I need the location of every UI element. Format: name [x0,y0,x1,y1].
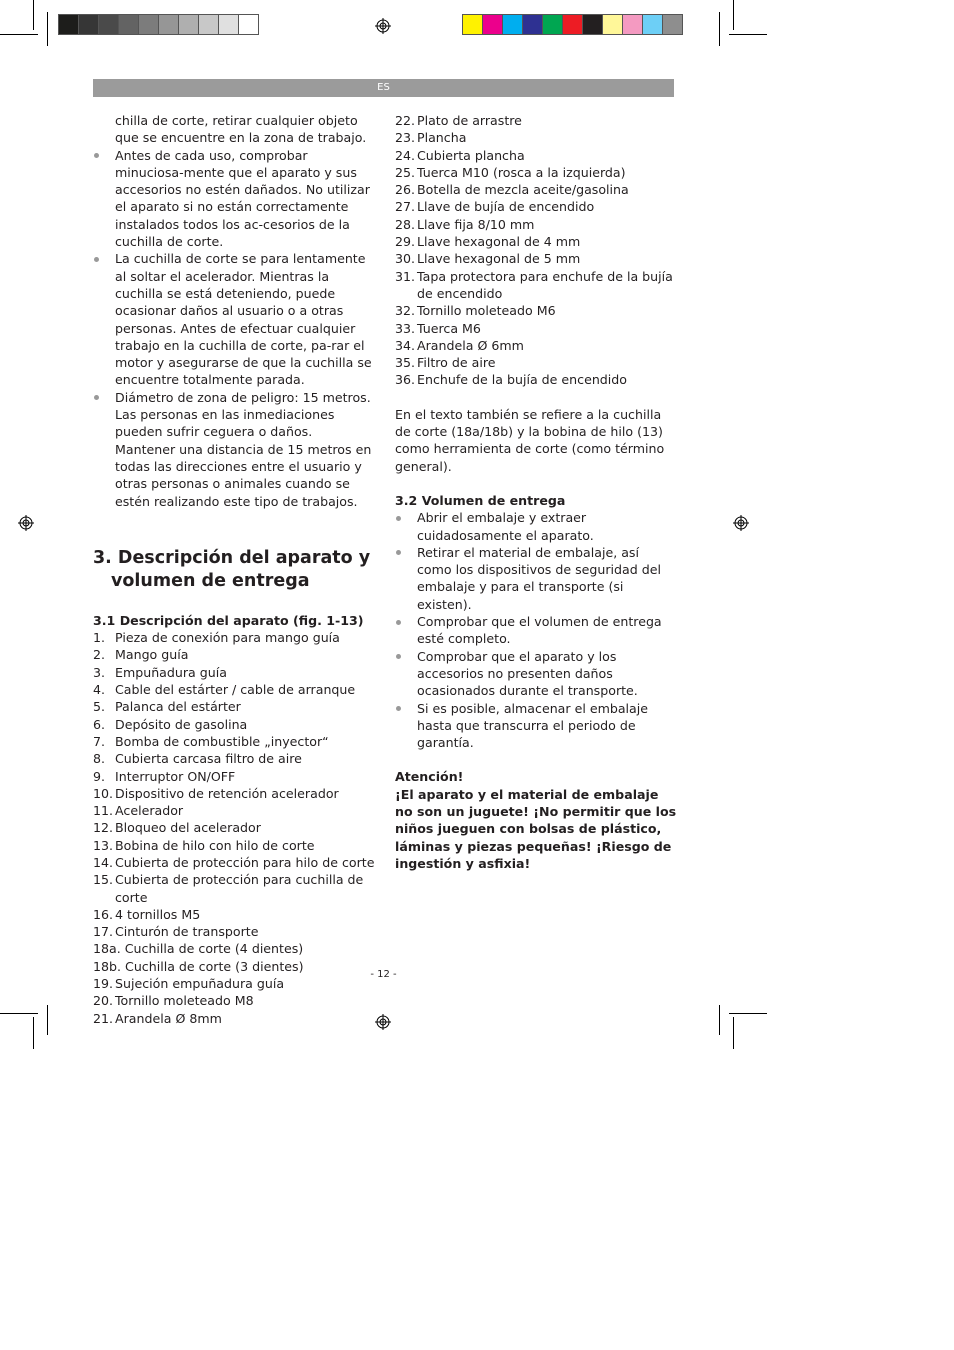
safety-bullet-list [93,112,375,510]
item-number: 30. [395,251,416,267]
list-item: Retirar el material de embalaje, así como los dispositivos de seguridad del embalaje y para el transporte (si existen). [395,544,677,613]
list-item: Comprobar que el aparato y los accesorios no presenten daños ocasionados durante el transporte. [395,648,677,700]
warning-text: ¡El aparato y el material de embalaje no son un juguete! ¡No permitir que los niños jueguen con bolsas de plástico, láminas y piezas pequeñas! ¡Riesgo de ingestión y asfixia! [395,786,677,871]
color-swatch [178,14,199,35]
item-number: 8. [93,751,106,767]
list-item: Abrir el embalaje y extraer cuidadosamente el aparato. [395,509,677,544]
item-number: 4. [93,682,106,698]
crop-mark [719,1005,720,1035]
list-item [395,164,677,181]
list-item [395,268,677,303]
cutting-tool-note: En el texto también se refiere a la cuchilla de corte (18a/18b) y la bobina de hilo (13) como herramienta de corte (como término general). [395,406,665,474]
grayscale-color-bar [58,14,258,36]
item-text: Bomba de combustible „inyector“ [115,733,329,749]
list-item [93,716,375,733]
item-number: 34. [395,337,416,353]
item-text: Plato de arrastre [417,113,522,128]
item-number: 35. [395,355,416,371]
item-text: Cubierta de protección para hilo de corte [115,854,375,870]
item-text: Pieza de conexión para mango guía [115,630,340,646]
item-text: Depósito de gasolina [115,716,248,732]
list-item [395,233,677,250]
list-item [93,664,375,681]
registration-mark-icon [733,515,749,531]
list-item [395,302,677,319]
item-number: 15. [93,872,114,888]
crop-mark [733,1017,734,1049]
item-number: 22. [395,113,416,128]
item-number: 7. [93,733,106,749]
item-text: Palanca del estárter [115,699,241,715]
list-item [93,629,375,646]
color-swatch [218,14,239,35]
item-text: Cuchilla de corte (4 dientes) [124,941,304,957]
item-text: Cuchilla de corte (3 dientes) [125,958,304,974]
list-item [395,250,677,267]
item-text: Llave fija 8/10 mm [417,216,535,232]
language-header: ES [93,79,674,97]
right-column [395,112,677,872]
crop-mark [733,0,734,30]
item-text: Llave hexagonal de 4 mm [417,234,581,250]
color-swatch [562,14,583,35]
list-item [93,646,375,663]
item-number: 25. [395,164,416,180]
item-number: 11. [93,803,114,819]
color-swatch [198,14,219,35]
list-item: La cuchilla de corte se para lentamente al soltar el acelerador. Mientras la cuchilla se está deteniendo, puede ocasionar daños al usuario o a otras personas. Antes de efectuar cualquier trabajo en la cuchilla de corte, pa-rar el motor y asegurarse de que la cuchilla se encuentre totalmente parada. [93,250,375,388]
item-number: 16. [93,906,114,922]
item-number: 3. [93,664,106,680]
color-swatch [58,14,79,35]
color-swatch [502,14,523,35]
crop-mark [33,1017,34,1049]
item-text: Cubierta carcasa filtro de aire [115,751,302,767]
item-text: Tornillo moleteado M8 [115,993,254,1009]
item-text: Botella de mezcla aceite/gasolina [417,182,629,198]
color-swatch [158,14,179,35]
item-text: Llave hexagonal de 5 mm [417,251,581,267]
list-item [93,802,375,819]
color-swatch [98,14,119,35]
item-number: 36. [395,372,416,388]
item-number: 19. [93,976,114,992]
item-text: Tornillo moleteado M6 [417,303,556,319]
item-number: 6. [93,716,106,732]
list-item: chilla de corte, retirar cualquier objeto que se encuentre en la zona de trabajo. [115,113,367,146]
item-text: Cable del estárter / cable de arranque [115,682,356,698]
registration-mark-icon [375,1014,391,1030]
list-item [93,992,375,1009]
page-number: - 12 - [370,969,397,980]
list-item [93,854,375,871]
item-number: 18b. [93,958,122,974]
item-number: 31. [395,268,416,284]
item-text: Arandela Ø 8mm [115,1010,222,1026]
process-color-bar [462,14,682,36]
section-title: 3. Descripción del aparato y volumen de entrega [93,547,371,591]
color-swatch [662,14,683,35]
item-text: 4 tornillos M5 [115,906,201,922]
list-item [93,785,375,802]
item-text: Tapa protectora para enchufe de la bujía de encendido [417,268,673,301]
subsection-title: 3.1 Descripción del aparato (fig. 1-13) [93,612,364,628]
list-item [395,181,677,198]
color-swatch [542,14,563,35]
color-swatch [622,14,643,35]
item-text: Enchufe de la bujía de encendido [417,372,627,388]
item-text: Dispositivo de retención acelerador [115,785,339,801]
list-item [93,837,375,854]
list-item [395,129,677,146]
item-number: 23. [395,130,416,146]
item-number: 20. [93,993,114,1009]
crop-mark [47,12,48,46]
item-text: Cubierta de protección para cuchilla de corte [115,872,364,905]
list-item [395,354,677,371]
item-text: Filtro de aire [417,355,496,371]
item-number: 2. [93,647,106,663]
list-item [93,940,375,957]
item-text: Arandela Ø 6mm [417,337,524,353]
list-item [93,750,375,767]
color-swatch [482,14,503,35]
color-swatch [522,14,543,35]
item-number: 24. [395,147,416,163]
item-number: 5. [93,699,106,715]
list-item [395,198,677,215]
list-item [93,923,375,940]
list-item [395,371,677,388]
color-swatch [138,14,159,35]
item-number: 21. [93,1010,114,1026]
crop-mark [729,34,767,35]
crop-mark [47,1005,48,1035]
left-column [93,112,375,1027]
parts-list [93,629,375,1027]
registration-mark-icon [18,515,34,531]
item-text: Tuerca M6 [417,320,481,336]
delivery-bullet-list [395,509,677,751]
item-number: 18a. [93,941,121,957]
item-number: 12. [93,820,114,836]
list-item [395,337,677,354]
item-number: 9. [93,768,106,784]
list-item [395,320,677,337]
crop-mark [729,1013,767,1014]
list-item [93,819,375,836]
list-item [93,1010,375,1027]
item-text: Bloqueo del acelerador [115,820,261,836]
color-swatch [118,14,139,35]
item-text: Interruptor ON/OFF [115,768,236,784]
warning-title: Atención! [395,769,464,785]
list-item [93,698,375,715]
item-number: 13. [93,837,114,853]
item-number: 10. [93,785,114,801]
item-text: Plancha [417,130,467,146]
item-text: Mango guía [115,647,189,663]
list-item: Comprobar que el volumen de entrega esté completo. [395,613,677,648]
item-number: 32. [395,303,416,319]
item-number: 29. [395,234,416,250]
item-text: Tuerca M10 (rosca a la izquierda) [417,164,626,180]
registration-mark-icon [375,18,391,34]
item-number: 1. [93,630,106,646]
item-text: Sujeción empuñadura guía [115,976,285,992]
parts-list-continued [395,112,677,389]
color-swatch [602,14,623,35]
crop-mark [33,0,34,30]
list-item [395,147,677,164]
color-swatch [238,14,259,35]
item-text: Cinturón de transporte [115,924,259,940]
item-text: Cubierta plancha [417,147,525,163]
list-item [395,216,677,233]
list-item: Antes de cada uso, comprobar minuciosa-mente que el aparato y sus accesorios no estén dañados. No utilizar el aparato si no están correctamente instalados todos los ac-cesorios de la cuchilla de corte. [93,147,375,251]
list-item [395,112,677,129]
color-swatch [462,14,483,35]
item-text: Llave de bujía de encendido [417,199,595,215]
list-item [93,681,375,698]
item-text: Bobina de hilo con hilo de corte [115,837,315,853]
item-text: Acelerador [115,803,184,819]
list-item: Si es posible, almacenar el embalaje hasta que transcurra el periodo de garantía. [395,700,677,752]
item-number: 33. [395,320,416,336]
item-number: 26. [395,182,416,198]
item-text: Empuñadura guía [115,664,227,680]
color-swatch [642,14,663,35]
list-item [93,733,375,750]
list-item [93,768,375,785]
crop-mark [0,1013,38,1014]
item-number: 28. [395,216,416,232]
subsection-title: 3.2 Volumen de entrega [395,492,566,508]
crop-mark [0,34,38,35]
color-swatch [582,14,603,35]
item-number: 17. [93,924,114,940]
item-number: 27. [395,199,416,215]
list-item [93,906,375,923]
item-number: 14. [93,854,114,870]
crop-mark [719,12,720,46]
list-item [93,871,375,906]
color-swatch [78,14,99,35]
list-item: Diámetro de zona de peligro: 15 metros. Las personas en las inmediaciones pueden sufrir ceguera o daños. Mantener una distancia de 15 metros en todas las direcciones entre el usuario y otras personas o animales cuando se estén realizando este tipo de trabajos. [93,389,375,510]
